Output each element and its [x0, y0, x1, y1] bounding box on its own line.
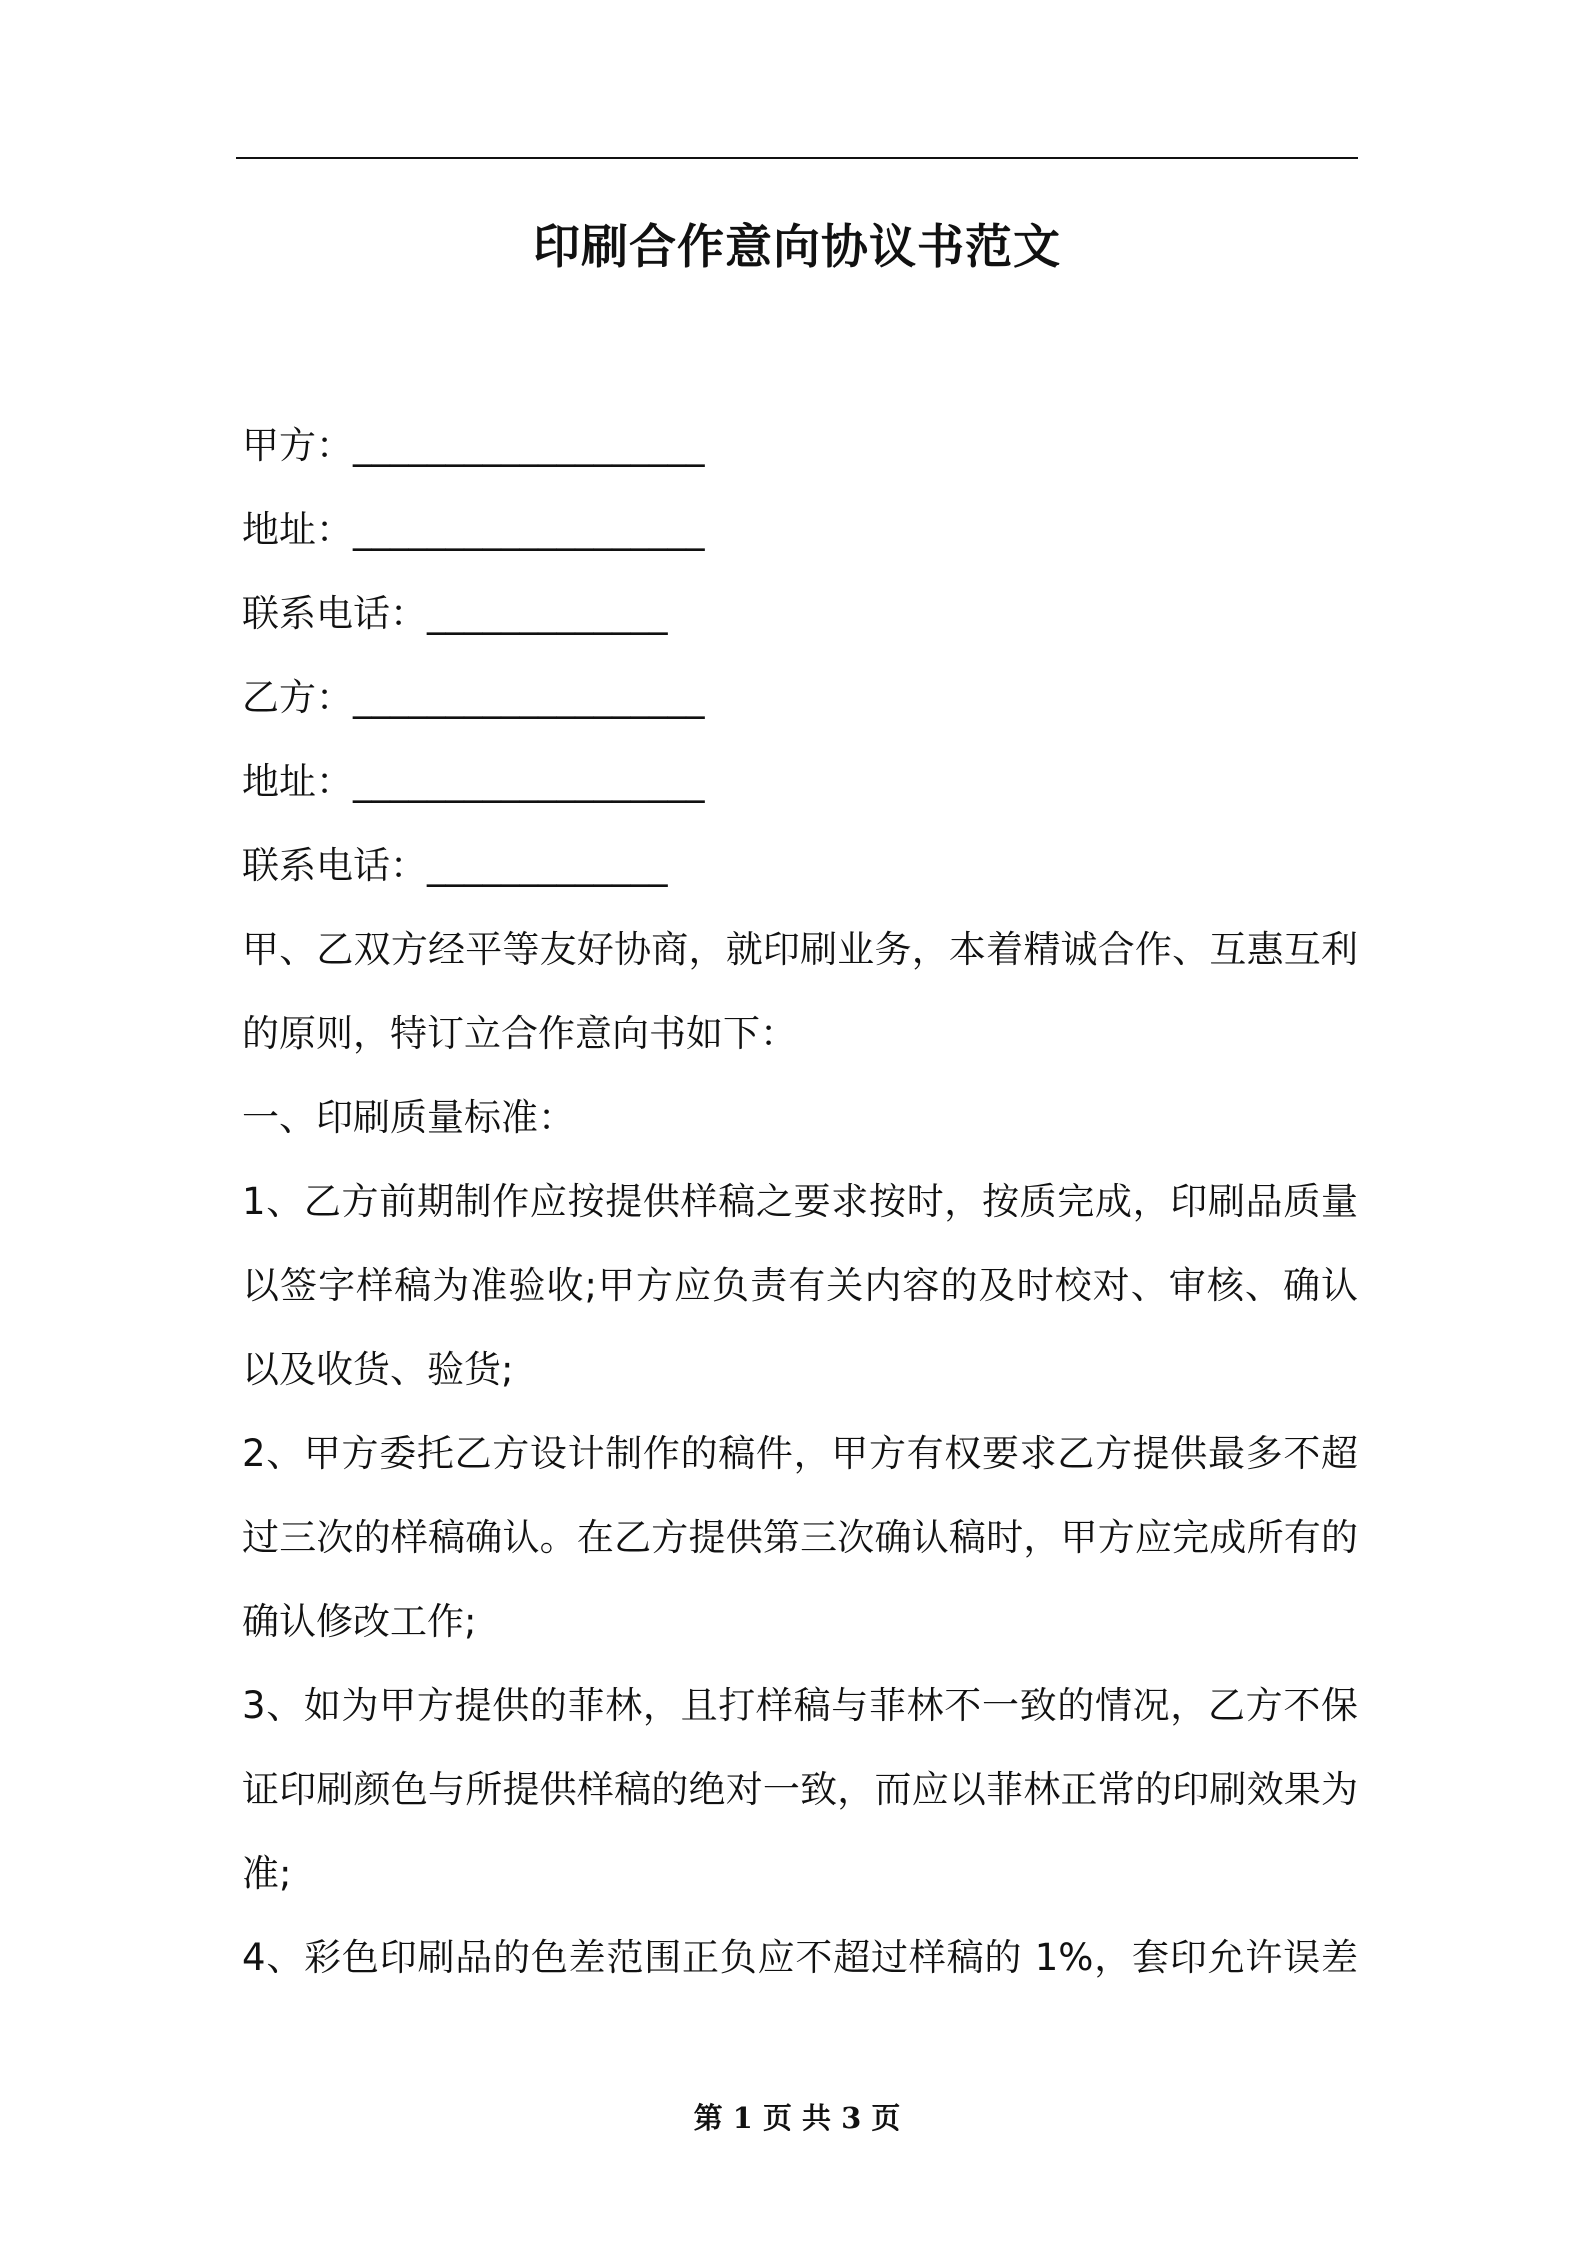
party-b-address-line: 地址：___________________: [242, 760, 705, 803]
document-body: [242, 404, 1358, 2000]
clause-2-line-1: 2、甲方委托乙方设计制作的稿件，甲方有权要求乙方提供最多不超: [242, 1432, 1358, 1475]
party-b-phone-line: 联系电话：_____________: [242, 844, 668, 887]
clause-2-line-3: 确认修改工作;: [242, 1600, 477, 1643]
party-a-address-line: 地址：___________________: [242, 508, 705, 551]
clause-1-line-3: 以及收货、验货;: [242, 1348, 514, 1391]
clause-3-line-3: 准;: [242, 1852, 292, 1895]
clause-2-line-2: 过三次的样稿确认。在乙方提供第三次确认稿时，甲方应完成所有的: [242, 1516, 1358, 1559]
intro-paragraph-line-1: 甲、乙双方经平等友好协商，就印刷业务，本着精诚合作、互惠互利: [242, 928, 1358, 971]
page-number-footer: 第 1 页 共 3 页: [693, 2101, 901, 2135]
header-rule: [236, 157, 1358, 159]
party-b-line: 乙方：___________________: [242, 676, 705, 719]
clause-4-line-1: 4、彩色印刷品的色差范围正负应不超过样稿的 1%，套印允许误差: [242, 1936, 1358, 1979]
document-title: 印刷合作意向协议书范文: [533, 220, 1061, 275]
clause-1-line-2: 以签字样稿为准验收;甲方应负责有关内容的及时校对、审核、确认: [242, 1264, 1358, 1307]
clause-1-line-1: 1、乙方前期制作应按提供样稿之要求按时，按质完成，印刷品质量: [242, 1180, 1358, 1223]
party-a-line: 甲方：___________________: [242, 424, 705, 467]
section-heading-quality: 一、印刷质量标准：: [242, 1096, 575, 1139]
party-a-phone-line: 联系电话：_____________: [242, 592, 668, 635]
clause-3-line-1: 3、如为甲方提供的菲林，且打样稿与菲林不一致的情况，乙方不保: [242, 1684, 1358, 1727]
clause-3-line-2: 证印刷颜色与所提供样稿的绝对一致，而应以菲林正常的印刷效果为: [242, 1768, 1358, 1811]
intro-paragraph-line-2: 的原则，特订立合作意向书如下：: [242, 1012, 797, 1055]
